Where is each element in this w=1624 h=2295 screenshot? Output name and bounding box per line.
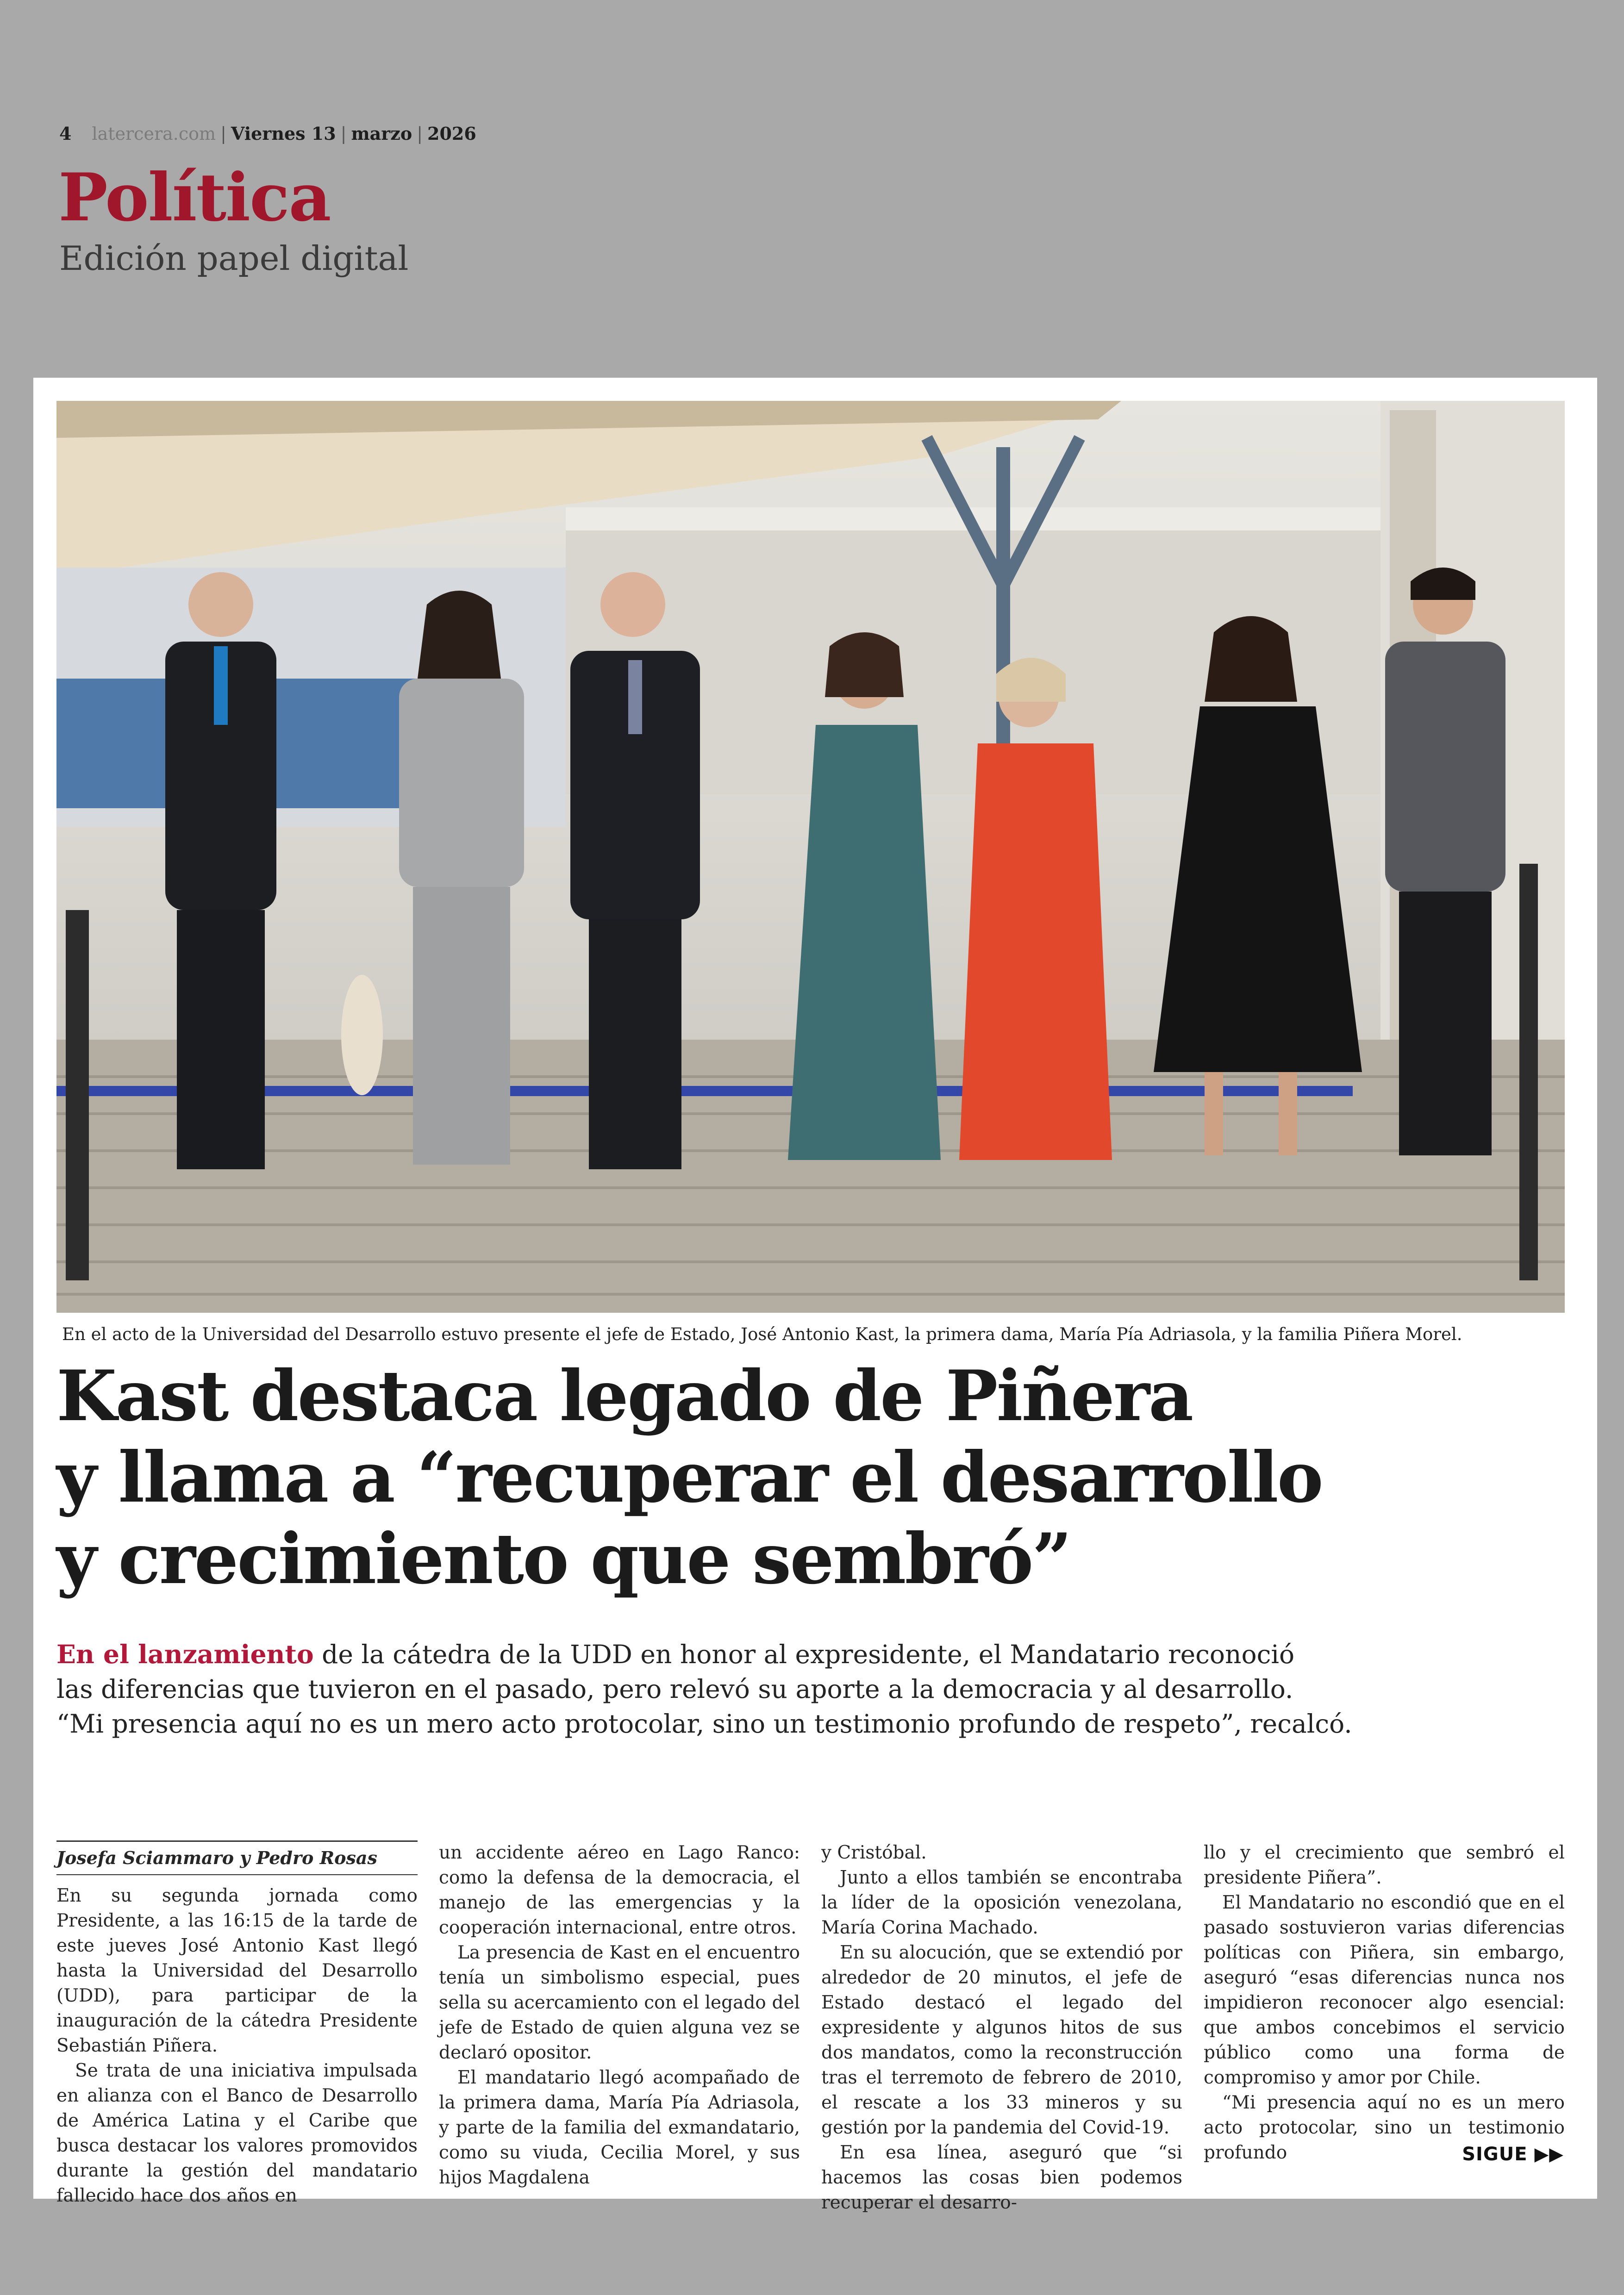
paragraph: Se trata de una iniciativa impulsada en alianza con el Banco de Desarrollo de América Latina y el Caribe que busca destacar los valores promovidos durante la gestión del mandatario fallecido hace dos años en	[56, 2060, 418, 2206]
paragraph: La presencia de Kast en el encuentro tenía un simbolismo especial, pues sella su acercamiento con el legado del jefe de Estado de quien alguna vez se declaró opositor.	[439, 1942, 800, 2063]
headline-line: y crecimiento que sembró”	[56, 1518, 1071, 1600]
byline: Josefa Sciammaro y Pedro Rosas	[56, 1840, 418, 1875]
paragraph: En su alocución, que se extendió por alrededor de 20 minutos, el jefe de Estado destacó el legado del expresidente y algunos hitos de sus dos mandatos, como la reconstrucción tras el terremoto de febrero de 2010, el rescate a los 33 mineros y su gestión por la pandemia del Covid-19.	[821, 1942, 1182, 2138]
paragraph: El Mandatario no escondió que en el pasado sostuvieron varias diferencias políticas con Piñera, sin embargo, aseguró “esas diferencias nunca nos impidieron reconocer algo esencial: que ambos concebimos el servicio público como una forma de compromiso y amor por Chile.	[1204, 1892, 1565, 2088]
date-month: marzo	[351, 123, 412, 144]
newspaper-page	[33, 378, 1597, 2213]
paragraph: En su segunda jornada como Presidente, a las 16:15 de la tarde de este jueves José Antonio Kast llegó hasta la Universidad del Desarrollo (UDD), para participar de la inauguración de la cátedra Presidente Sebastián Piñera.	[56, 1885, 418, 2056]
article-lead	[56, 1637, 1566, 1741]
headline-line: Kast destaca legado de Piñera	[56, 1355, 1193, 1437]
paragraph: En esa línea, aseguró que “si hacemos las cosas bien podemos recuperar el desarro-	[821, 2142, 1182, 2213]
paragraph: “Mi presencia aquí no es un mero acto protocolar, sino un testimonio profundo	[1204, 2092, 1565, 2163]
edition-label: Edición papel digital	[59, 239, 409, 278]
lead-line: las diferencias que tuvieron en el pasado, pero relevó su aporte a la democracia y al desarrollo.	[56, 1674, 1293, 1704]
paragraph: Junto a ellos también se encontraba la líder de la oposición venezolana, María Corina Machado.	[821, 1867, 1182, 1938]
paragraph: un accidente aéreo en Lago Ranco: como la defensa de la democracia, el manejo de las emergencias y la cooperación internacional, entre otros.	[439, 1842, 800, 1938]
column-1	[56, 1840, 418, 2208]
date-day: Viernes 13	[231, 123, 336, 144]
page-number: 4	[59, 123, 72, 144]
header-dateline: 4 latercera.com | Viernes 13 | marzo | 2026	[59, 123, 476, 144]
lead-line: de la cátedra de la UDD en honor al expresidente, el Mandatario reconoció	[313, 1640, 1295, 1669]
article-headline	[56, 1355, 1538, 1600]
site-name: latercera.com	[92, 124, 216, 144]
column-2	[439, 1840, 800, 2190]
column-3	[821, 1840, 1182, 2215]
paragraph: El mandatario llegó acompañado de la primera dama, María Pía Adriasola, y parte de la familia del exmandatario, como su viuda, Cecilia Morel, y sus hijos Magdalena	[439, 2067, 800, 2188]
group-photo-image	[56, 401, 1565, 1313]
continue-link[interactable]: SIGUE ▶▶	[1462, 2144, 1564, 2165]
article-body	[56, 1840, 1565, 2213]
column-4	[1204, 1840, 1565, 2165]
paragraph: y Cristóbal.	[821, 1842, 927, 1863]
lead-line: “Mi presencia aquí no es un mero acto protocolar, sino un testimonio profundo de respeto”, recalcó.	[56, 1709, 1352, 1739]
photo-caption: En el acto de la Universidad del Desarrollo estuvo presente el jefe de Estado, José Antonio Kast, la primera dama, María Pía Adriasola, y la familia Piñera Morel.	[62, 1324, 1462, 1344]
section-title: Política	[58, 159, 331, 236]
lead-kicker: En el lanzamiento	[56, 1639, 314, 1669]
headline-line: y llama a “recuperar el desarrollo	[56, 1437, 1322, 1518]
date-year: 2026	[427, 123, 476, 144]
paragraph: llo y el crecimiento que sembró el presidente Piñera”.	[1204, 1842, 1565, 1888]
